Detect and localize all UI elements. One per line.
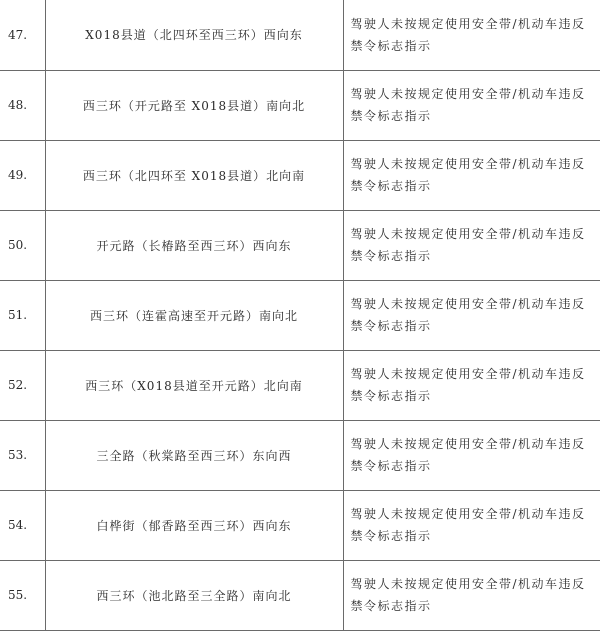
row-number: 47. <box>0 0 45 70</box>
road-section: 开元路（长椿路至西三环）西向东 <box>45 210 343 280</box>
table-row <box>0 420 600 490</box>
row-number: 55. <box>0 560 45 630</box>
violation-type: 驾驶人未按规定使用安全带/机动车违反禁令标志指示 <box>343 70 600 140</box>
table-row <box>0 0 600 70</box>
violation-type: 驾驶人未按规定使用安全带/机动车违反禁令标志指示 <box>343 490 600 560</box>
row-number: 48. <box>0 70 45 140</box>
violation-type: 驾驶人未按规定使用安全带/机动车违反禁令标志指示 <box>343 140 600 210</box>
violation-type: 驾驶人未按规定使用安全带/机动车违反禁令标志指示 <box>343 420 600 490</box>
violation-type: 驾驶人未按规定使用安全带/机动车违反禁令标志指示 <box>343 560 600 630</box>
table-row <box>0 210 600 280</box>
violation-type: 驾驶人未按规定使用安全带/机动车违反禁令标志指示 <box>343 0 600 70</box>
road-section: 西三环（池北路至三全路）南向北 <box>45 560 343 630</box>
road-section: 西三环（连霍高速至开元路）南向北 <box>45 280 343 350</box>
road-section: 西三环（X018县道至开元路）北向南 <box>45 350 343 420</box>
table-row <box>0 560 600 630</box>
row-number: 52. <box>0 350 45 420</box>
road-section: 三全路（秋棠路至西三环）东向西 <box>45 420 343 490</box>
violation-type: 驾驶人未按规定使用安全带/机动车违反禁令标志指示 <box>343 350 600 420</box>
road-section: 白桦街（郁香路至西三环）西向东 <box>45 490 343 560</box>
road-section: 西三环（开元路至 X018县道）南向北 <box>45 70 343 140</box>
violation-type: 驾驶人未按规定使用安全带/机动车违反禁令标志指示 <box>343 280 600 350</box>
row-number: 49. <box>0 140 45 210</box>
table-row <box>0 490 600 560</box>
violation-type: 驾驶人未按规定使用安全带/机动车违反禁令标志指示 <box>343 210 600 280</box>
table-row <box>0 280 600 350</box>
row-number: 53. <box>0 420 45 490</box>
row-number: 50. <box>0 210 45 280</box>
table-row <box>0 140 600 210</box>
road-section: 西三环（北四环至 X018县道）北向南 <box>45 140 343 210</box>
table-row <box>0 350 600 420</box>
table-row <box>0 70 600 140</box>
road-section: X018县道（北四环至西三环）西向东 <box>45 0 343 70</box>
row-number: 51. <box>0 280 45 350</box>
row-number: 54. <box>0 490 45 560</box>
